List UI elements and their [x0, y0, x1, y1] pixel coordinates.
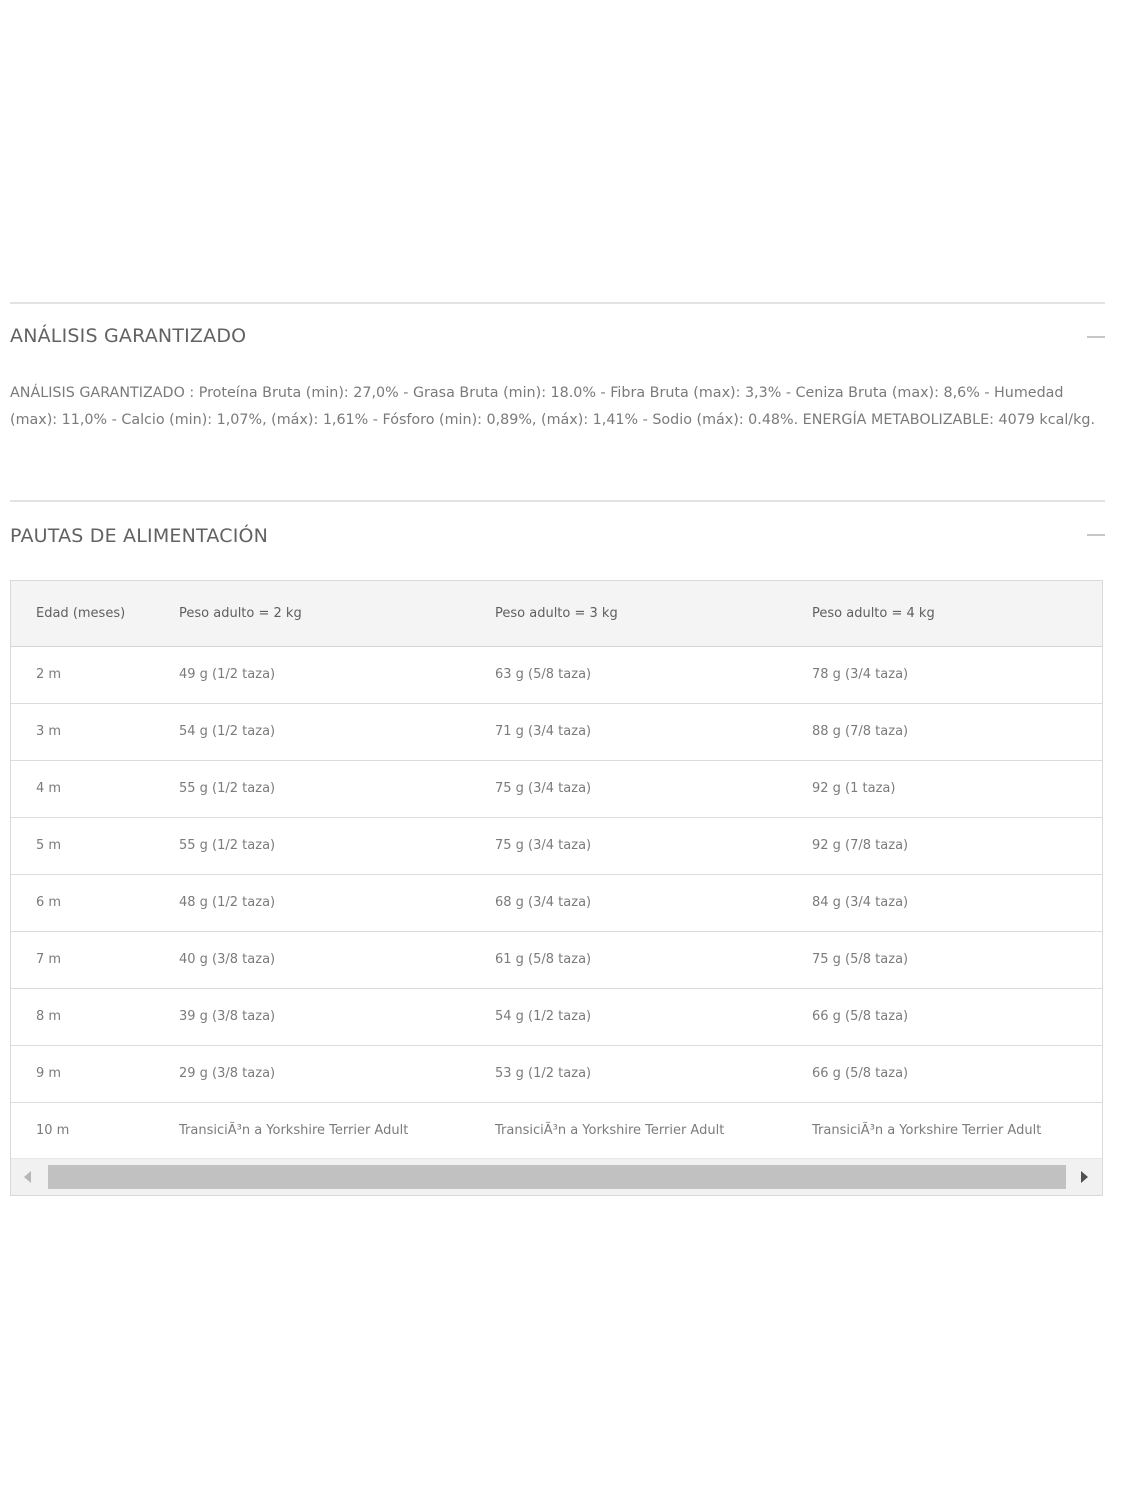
table-header-row [11, 581, 1103, 646]
table-cell: 78 g (3/4 taza) [812, 646, 1103, 703]
table-cell: 75 g (3/4 taza) [495, 760, 812, 817]
table-cell: 68 g (3/4 taza) [495, 874, 812, 931]
table-row [11, 703, 1103, 760]
minus-icon[interactable] [1087, 336, 1105, 338]
scrollbar-thumb[interactable] [48, 1165, 1066, 1189]
analysis-section-title[interactable]: ANÁLISIS GARANTIZADO [10, 325, 247, 347]
table-cell: 8 m [11, 988, 179, 1045]
horizontal-scrollbar[interactable] [11, 1158, 1102, 1195]
right-arrow-icon [1081, 1171, 1088, 1183]
table-cell: 6 m [11, 874, 179, 931]
table-cell: 71 g (3/4 taza) [495, 703, 812, 760]
table-cell: 88 g (7/8 taza) [812, 703, 1103, 760]
table-cell: 40 g (3/8 taza) [179, 931, 495, 988]
table-cell: TransiciÃ³n a Yorkshire Terrier Adult [495, 1102, 812, 1159]
table-cell: 66 g (5/8 taza) [812, 988, 1103, 1045]
table-cell: 92 g (1 taza) [812, 760, 1103, 817]
table-cell: 75 g (5/8 taza) [812, 931, 1103, 988]
analysis-text: ANÁLISIS GARANTIZADO : Proteína Bruta (min): 27,0% - Grasa Bruta (min): 18.0% - Fibra Bruta (max): 3,3% - Ceniza Bruta (max): 8,6% - Humedad (max): 11,0% - Calcio (min): 1,07%, (máx): 1,61% - Fósforo (min): 0,89%, (máx): 1,41% - Sodio (máx): 0.48%. ENERGÍA METABOLIZABLE: 4079 kcal/kg. [10, 385, 1096, 428]
feeding-section-title[interactable]: PAUTAS DE ALIMENTACIÓN [10, 525, 269, 547]
table-cell: 7 m [11, 931, 179, 988]
feeding-table-container [10, 580, 1103, 1196]
table-cell: 63 g (5/8 taza) [495, 646, 812, 703]
table-cell: TransiciÃ³n a Yorkshire Terrier Adult [179, 1102, 495, 1159]
column-header-age: Edad (meses) [11, 581, 179, 646]
table-cell: 61 g (5/8 taza) [495, 931, 812, 988]
table-cell: 4 m [11, 760, 179, 817]
table-cell: 3 m [11, 703, 179, 760]
table-cell: 55 g (1/2 taza) [179, 760, 495, 817]
table-row [11, 931, 1103, 988]
table-cell: 29 g (3/8 taza) [179, 1045, 495, 1102]
table-row [11, 817, 1103, 874]
column-header-weight-2kg: Peso adulto = 2 kg [179, 581, 495, 646]
table-cell: 54 g (1/2 taza) [179, 703, 495, 760]
table-cell: 39 g (3/8 taza) [179, 988, 495, 1045]
table-cell: 9 m [11, 1045, 179, 1102]
table-row [11, 760, 1103, 817]
table-cell: 5 m [11, 817, 179, 874]
table-cell: TransiciÃ³n a Yorkshire Terrier Adult [812, 1102, 1103, 1159]
minus-icon[interactable] [1087, 534, 1105, 536]
table-cell: 53 g (1/2 taza) [495, 1045, 812, 1102]
scroll-right-button[interactable] [1068, 1159, 1102, 1195]
section-divider [10, 302, 1105, 304]
scroll-left-button[interactable] [11, 1159, 45, 1195]
table-cell: 66 g (5/8 taza) [812, 1045, 1103, 1102]
table-row [11, 646, 1103, 703]
table-cell: 54 g (1/2 taza) [495, 988, 812, 1045]
table-cell: 55 g (1/2 taza) [179, 817, 495, 874]
table-row [11, 988, 1103, 1045]
table-row [11, 1102, 1103, 1159]
table-cell: 84 g (3/4 taza) [812, 874, 1103, 931]
table-row [11, 874, 1103, 931]
table-cell: 48 g (1/2 taza) [179, 874, 495, 931]
table-cell: 75 g (3/4 taza) [495, 817, 812, 874]
feeding-table [11, 581, 1103, 1160]
left-arrow-icon [24, 1171, 31, 1183]
section-divider [10, 500, 1105, 502]
table-row [11, 1045, 1103, 1102]
table-cell: 92 g (7/8 taza) [812, 817, 1103, 874]
table-cell: 10 m [11, 1102, 179, 1159]
table-cell: 2 m [11, 646, 179, 703]
column-header-weight-3kg: Peso adulto = 3 kg [495, 581, 812, 646]
table-cell: 49 g (1/2 taza) [179, 646, 495, 703]
column-header-weight-4kg: Peso adulto = 4 kg [812, 581, 1103, 646]
